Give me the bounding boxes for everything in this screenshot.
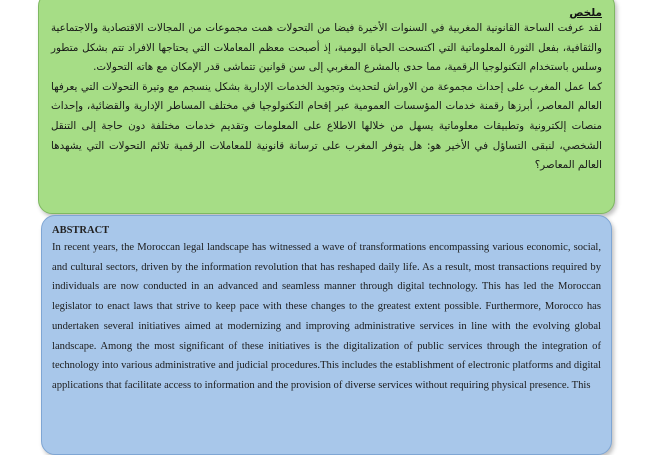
abstract-box (41, 215, 612, 455)
abstract-heading: ABSTRACT (52, 225, 110, 236)
arabic-summary-paragraph-2: كما عمل المغرب على إحداث مجموعة من الاوراش لتحديث وتجويد الخدمات الإدارية بشكل ينسجم مع وتيرة التحولات التي يعرفها العالم المعاصر، أبرزها رقمنة خدمات المؤسسات العمومية عبر إقحام التكنولوجيا في مختلف المساطر الإدارية والقضائية، وإحداث منصات إلكترونية وتطبيقات معلوماتية يسهل من خلالها الاطلاع على المعلومات وتقديم خدمات مختلفة دون حاجة إلى التنقل الشخصي، لنبقى التساؤل في الأخير هو: هل يتوفر المغرب على ترسانة قانونية للمعاملات الرقمية تلائم التحولات التي يشهدها العالم المعاصر؟ (51, 80, 602, 172)
arabic-summary-heading: ملخص (569, 7, 602, 19)
arabic-summary-paragraph-1: لقد عرفت الساحة القانونية المغربية في السنوات الأخيرة فيضا من التحولات همت مجموعات من المجالات الاقتصادية والاجتماعية والثقافية، بفعل الثورة المعلوماتية التي اكتسحت الحياة اليومية، إذ أصبحت معظم المعاملات التي يحتاجها الافراد تتم بشكل متطور وسلس باستخدام التكنولوجيا الرقمية، مما حدى بالمشرع المغربي إلى سن قوانين تتماشى قدر الإمكان مع هاته التحولات. (51, 22, 602, 74)
arabic-summary-box (38, 0, 615, 214)
abstract-paragraph: In recent years, the Moroccan legal landscape has witnessed a wave of transformations encompassing various economic, social, and cultural sectors, driven by the information revolution that has reshaped daily life. As a result, most transactions required by individuals are now conducted in an advanced and seamless manner through digital technology. This has led the Moroccan legislator to enact laws that strive to keep pace with these changes to the greatest extent possible. Furthermore, Morocco has undertaken several initiatives aimed at modernizing and improving administrative services in line with the evolving global landscape. Among the most significant of these initiatives is the digitalization of public services through the integration of technology into various administrative and judicial procedures.This includes the establishment of electronic platforms and digital applications that facilitate access to information and the provision of diverse services without requiring physical presence. This (52, 242, 601, 391)
